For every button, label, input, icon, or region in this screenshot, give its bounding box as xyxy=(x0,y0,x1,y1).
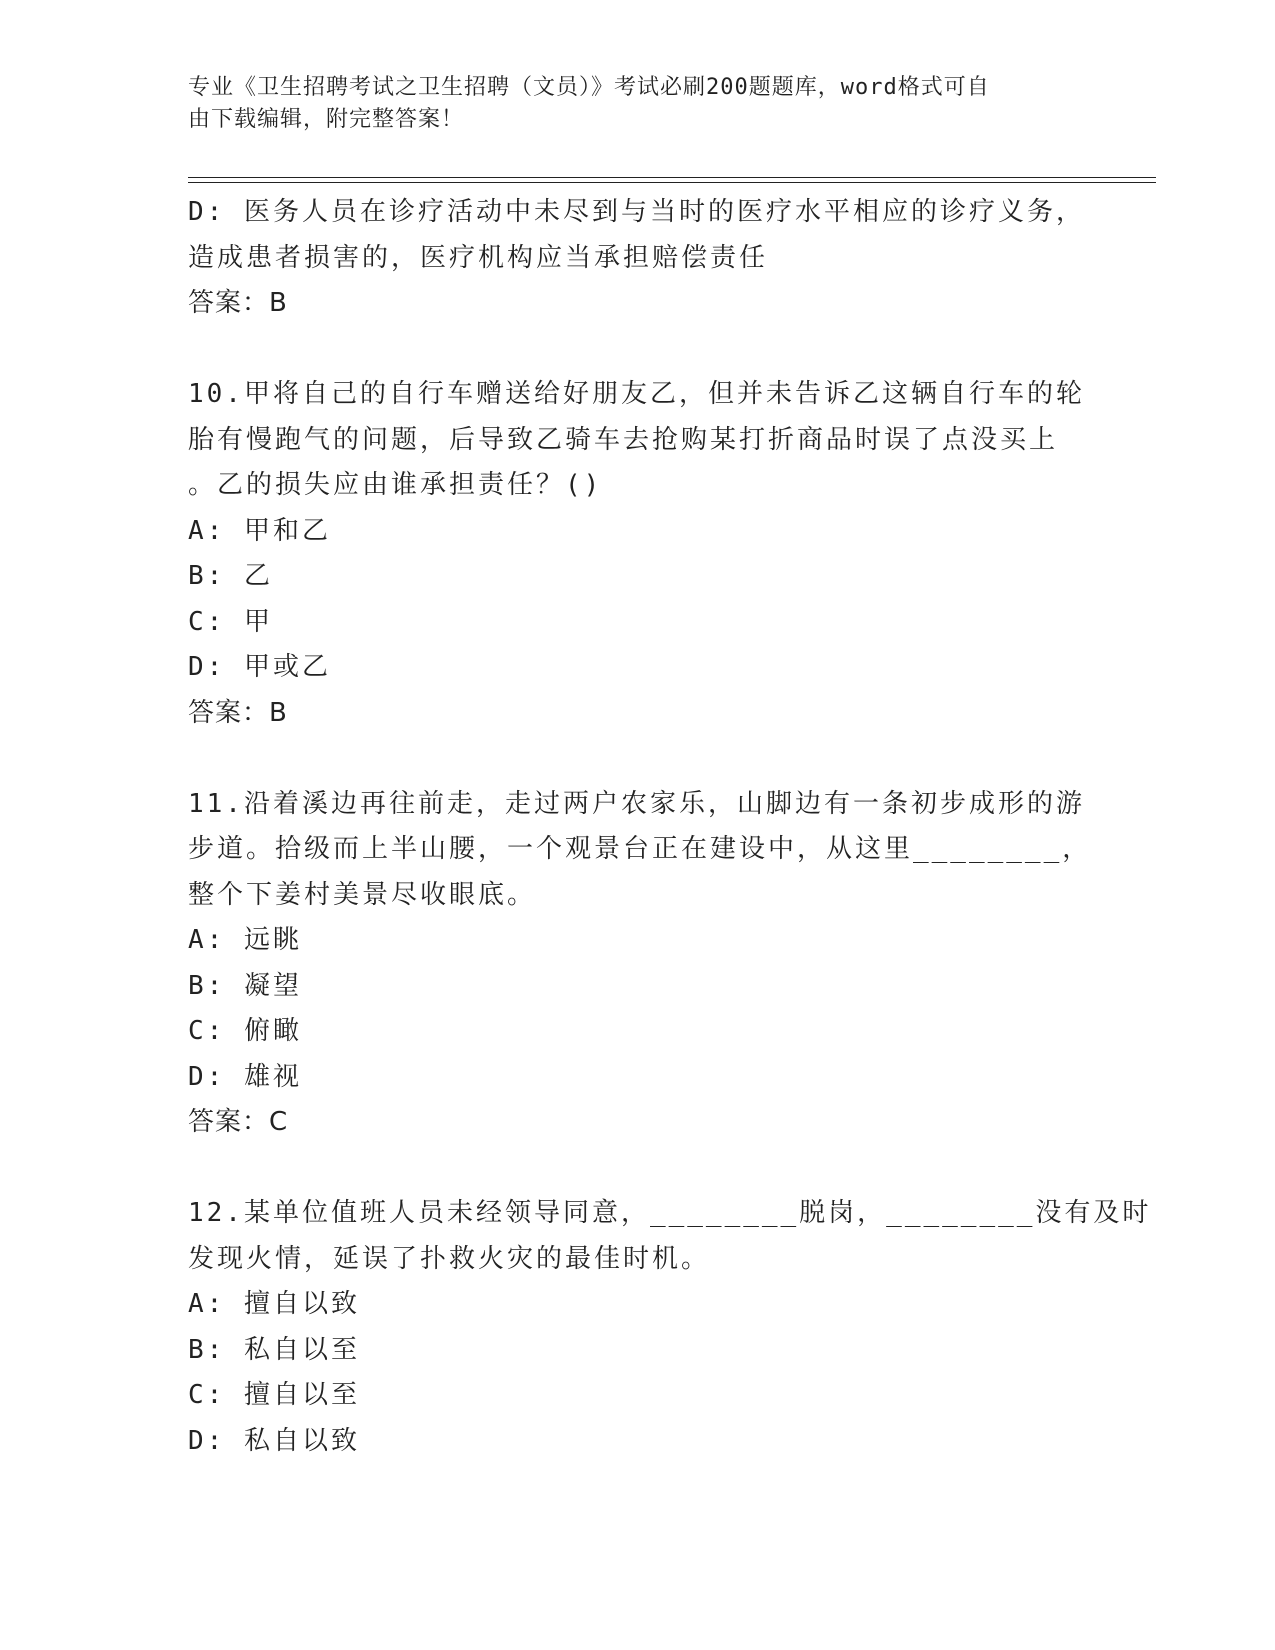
spacer xyxy=(188,736,1088,782)
question-text-line: 12.某单位值班人员未经领导同意，________脱岗，________没有及时 xyxy=(188,1198,1152,1228)
document-header xyxy=(188,72,1068,136)
option-b: B: 私自以至 xyxy=(188,1334,360,1365)
option-b: B: 凝望 xyxy=(188,970,302,1001)
option-c: C: 甲 xyxy=(188,606,273,637)
option-c: C: 擅自以至 xyxy=(188,1380,360,1410)
option-d: D: 甲或乙 xyxy=(188,652,331,682)
question-text-line: 11.沿着溪边再往前走，走过两户农家乐，山脚边有一条初步成形的游 xyxy=(188,788,1085,819)
header-line-2: 由下载编辑，附完整答案！ xyxy=(188,107,465,132)
spacer xyxy=(188,327,1088,373)
question-content xyxy=(188,190,1152,1464)
option-d-line-2: 造成患者损害的，医疗机构应当承担赔偿责任 xyxy=(188,242,769,273)
spacer xyxy=(188,1146,1088,1192)
question-text-line: 。乙的损失应由谁承担责任？() xyxy=(188,470,603,500)
option-c: C: 俯瞰 xyxy=(188,1016,302,1046)
question-9-tail xyxy=(188,190,1088,327)
header-divider-bottom xyxy=(188,182,1156,183)
question-12 xyxy=(188,1191,1152,1464)
option-a: A: 远眺 xyxy=(188,925,302,955)
answer-label: 答案：B xyxy=(188,288,288,318)
option-a: A: 甲和乙 xyxy=(188,515,331,546)
header-line-1: 专业《卫生招聘考试之卫生招聘（文员）》考试必刷200题题库，word格式可自 xyxy=(188,75,990,100)
answer-label: 答案：C xyxy=(188,1107,289,1137)
option-b: B: 乙 xyxy=(188,561,273,591)
question-text-line: 整个下姜村美景尽收眼底。 xyxy=(188,879,537,910)
question-text-line: 步道。拾级而上半山腰，一个观景台正在建设中，从这里________， xyxy=(188,834,1092,864)
question-11 xyxy=(188,782,1092,1146)
option-a: A: 擅自以致 xyxy=(188,1289,360,1319)
header-divider-top xyxy=(188,177,1156,178)
option-d: D: 私自以致 xyxy=(188,1425,360,1456)
option-d-line-1: D: 医务人员在诊疗活动中未尽到与当时的医疗水平相应的诊疗义务， xyxy=(188,197,1085,227)
question-text-line: 胎有慢跑气的问题，后导致乙骑车去抢购某打折商品时误了点没买上 xyxy=(188,424,1059,455)
question-text-line: 发现火情，延误了扑救火灾的最佳时机。 xyxy=(188,1243,711,1274)
answer-label: 答案：B xyxy=(188,697,288,728)
question-text-line: 10.甲将自己的自行车赠送给好朋友乙，但并未告诉乙这辆自行车的轮 xyxy=(188,379,1085,409)
option-d: D: 雄视 xyxy=(188,1061,302,1092)
question-10 xyxy=(188,372,1088,736)
